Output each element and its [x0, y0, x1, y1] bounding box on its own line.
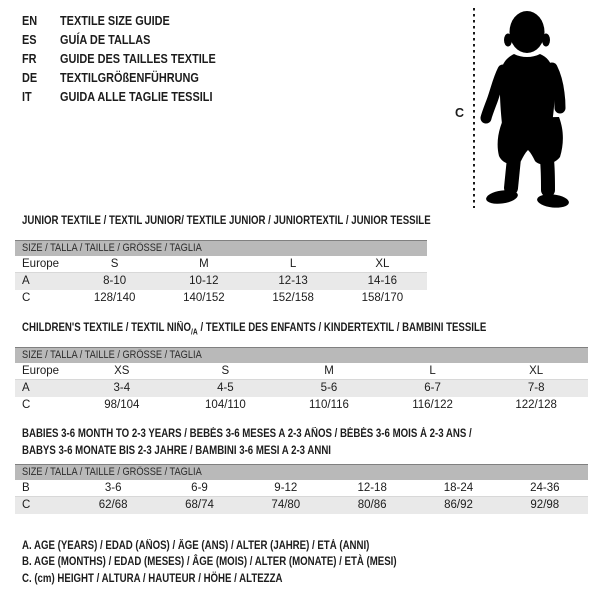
- babies-title-line1: BABIES 3-6 MONTH TO 2-3 YEARS / BEBÉS 3-6 MESES A 2-3 AÑOS / BÉBÉS 3-6 MOIS À 2-3 ANS /: [22, 428, 472, 440]
- table-cell: 98/104: [104, 399, 140, 411]
- lang-code-de: DE: [22, 70, 38, 85]
- row-label: Europe: [22, 365, 60, 377]
- table-cell: 3-6: [104, 482, 122, 494]
- language-header: [22, 11, 245, 106]
- children-size-table-body: [15, 363, 588, 414]
- table-row: [15, 363, 588, 380]
- table-row: [15, 497, 588, 514]
- row-label: C: [22, 499, 31, 511]
- lang-line-es: [22, 30, 245, 49]
- table-cell: 116/122: [412, 399, 453, 411]
- table-cell: 140/152: [183, 292, 225, 304]
- table-cell: 122/128: [515, 399, 557, 411]
- table-cell: 9-12: [274, 482, 298, 494]
- table-row: [15, 290, 427, 307]
- table-cell: 104/110: [205, 399, 246, 411]
- table-cell: 6-9: [191, 482, 208, 494]
- lang-title-es: GUÍA DE TALLAS: [60, 32, 151, 47]
- table-cell: 7-8: [527, 382, 545, 394]
- table-row: [15, 480, 588, 497]
- babies-section-title: [22, 426, 472, 459]
- table-cell: 4-5: [217, 382, 234, 394]
- lang-title-en: TEXTILE SIZE GUIDE: [60, 13, 170, 28]
- row-label: B: [22, 482, 30, 494]
- row-label: A: [22, 382, 30, 394]
- table-cell: 8-10: [103, 275, 127, 287]
- table-cell: 6-7: [424, 382, 441, 394]
- table-cell: 128/140: [93, 292, 136, 304]
- table-row: [15, 256, 427, 273]
- table-cell: 12-13: [278, 275, 308, 287]
- junior-size-table-header: SIZE / TALLA / TAILLE / GRÖSSE / TAGLIA: [15, 240, 427, 256]
- table-cell: 86/92: [444, 499, 473, 511]
- children-size-table: [15, 347, 588, 414]
- row-label: A: [22, 275, 30, 287]
- legend-notes: [22, 538, 397, 587]
- table-cell: 3-4: [113, 382, 131, 394]
- table-cell: S: [221, 365, 230, 377]
- table-cell: L: [429, 365, 436, 377]
- lang-title-fr: GUIDE DES TAILLES TEXTILE: [60, 51, 216, 66]
- table-row: [15, 397, 588, 414]
- table-cell: 80/86: [357, 499, 387, 511]
- junior-size-table: [15, 240, 427, 307]
- lang-title-de: TEXTILGRÖßENFÜHRUNG: [60, 70, 199, 85]
- table-cell: XL: [529, 365, 544, 377]
- lang-line-it: [22, 87, 245, 106]
- table-cell: 68/74: [185, 499, 214, 511]
- note-age-months: B. AGE (MONTHS) / EDAD (MESES) / ÂGE (MOIS) / ALTER (MONATE) / ETÀ (MESI): [22, 556, 397, 569]
- babies-size-table: [15, 464, 588, 514]
- table-cell: 62/68: [98, 499, 128, 511]
- table-cell: 92/98: [530, 499, 560, 511]
- lang-line-fr: [22, 49, 245, 68]
- junior-section-title: JUNIOR TEXTILE / TEXTIL JUNIOR/ TEXTILE JUNIOR / JUNIORTEXTIL / JUNIOR TESSILE: [22, 215, 431, 227]
- table-cell: 152/158: [272, 292, 314, 304]
- junior-size-table-body: [15, 256, 427, 307]
- row-label: C: [22, 292, 31, 304]
- row-label: C: [22, 399, 31, 411]
- table-cell: 12-18: [357, 482, 387, 494]
- table-cell: 10-12: [189, 275, 219, 287]
- children-size-table-header: SIZE / TALLA / TAILLE / GRÖSSE / TAGLIA: [15, 347, 588, 363]
- table-cell: M: [324, 365, 334, 377]
- babies-title-line2: BABYS 3-6 MONATE BIS 2-3 JAHRE / BAMBINI 3-6 MESI A 2-3 ANNI: [22, 444, 331, 457]
- lang-line-en: [22, 11, 245, 30]
- figure-height-label: C: [455, 106, 465, 120]
- table-cell: 14-16: [367, 275, 398, 287]
- table-cell: M: [199, 258, 209, 270]
- row-label: Europe: [22, 258, 60, 270]
- table-cell: XL: [375, 258, 390, 270]
- table-cell: 158/170: [361, 292, 404, 304]
- table-cell: 110/116: [309, 399, 349, 411]
- lang-code-en: EN: [22, 13, 38, 28]
- table-cell: 24-36: [530, 482, 560, 494]
- lang-code-es: ES: [22, 32, 37, 47]
- babies-size-table-header: SIZE / TALLA / TAILLE / GRÖSSE / TAGLIA: [15, 464, 588, 480]
- table-row: [15, 380, 588, 397]
- note-age-years: A. AGE (YEARS) / EDAD (AÑOS) / ÂGE (ANS) / ALTER (JAHRE) / ETÀ (ANNI): [22, 540, 370, 552]
- table-cell: 74/80: [271, 499, 301, 511]
- table-row: [15, 273, 427, 290]
- lang-code-it: IT: [22, 89, 32, 104]
- babies-size-table-body: [15, 480, 588, 514]
- table-cell: 5-6: [320, 382, 338, 394]
- table-cell: L: [289, 258, 297, 270]
- table-cell: XS: [114, 365, 130, 377]
- lang-line-de: [22, 68, 245, 87]
- children-section-title: CHILDREN'S TEXTILE / TEXTIL $NIÑO_{/A}$ / TEXTILE DES ENFANTS / KINDERTEXTIL / BAMBINI TESSILE: [22, 322, 487, 337]
- note-height-cm: C. (cm) HEIGHT / ALTURA / HAUTEUR / HÖHE / ALTEZZA: [22, 572, 283, 585]
- table-cell: S: [110, 258, 119, 270]
- table-cell: 18-24: [443, 482, 474, 494]
- lang-title-it: GUIDA ALLE TAGLIE TESSILI: [60, 89, 213, 104]
- lang-code-fr: FR: [22, 51, 37, 66]
